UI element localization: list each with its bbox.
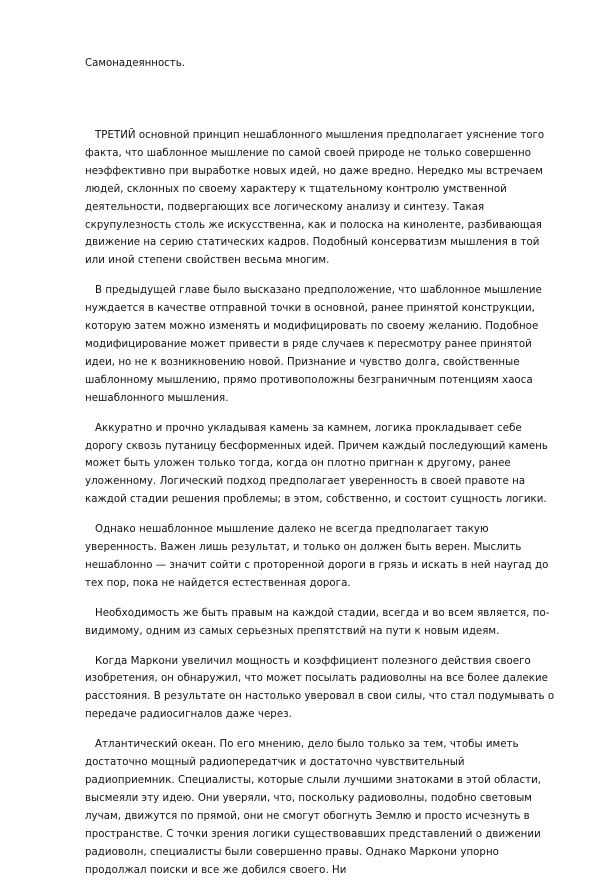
- paragraph: В предыдущей главе было высказано предположение, что шаблонное мышление нуждается в качестве отправной точки в основной, ранее принятой конструкции, которую затем можно изменять и модифицировать по своему желанию. Подобное модифицирование может привести в ряде случаев к пересмотру ранее принятой идеи, но не к возникновению новой. Признание и чувство долга, свойственные шаблонному мышлению, прямо противоположны безграничным потенциям хаоса нешаблонного мышления.: [85, 285, 542, 404]
- paragraph: ТРЕТИЙ основной принцип нешаблонного мышления предполагает уяснение того факта, что шаблонное мышление по самой своей природе не только совершенно неэффективно при выработке новых идей, но даже вредно. Нередко мы встречаем людей, склонных по своему характеру к тщательному контролю умственной деятельности, подвергающих все логическому анализу и синтезу. Такая скрупулезность столь же искусственна, как и полоска на киноленте, разбивающая движение на серию статических кадров. Подобный консерватизм мышления в той или иной степени свойствен весьма многим.: [85, 130, 545, 267]
- paragraph: Необходимость же быть правым на каждой стадии, всегда и во всем является, по-видимому, одним из самых серьезных препятствий на пути к новым идеям.: [85, 607, 550, 637]
- document-body: [85, 127, 555, 891]
- document-title: Самонадеянность.: [85, 58, 185, 69]
- paragraph: Аккуратно и прочно укладывая камень за камнем, логика прокладывает себе дорогу сквозь путаницу бесформенных идей. Причем каждый последующий камень может быть уложен только тогда, когда он плотно пригнан к другому, ранее уложенному. Логический подход предполагает уверенность в своей правоте на каждой стадии решения проблемы; в этом, собственно, и состоит сущность логики.: [85, 422, 548, 506]
- paragraph: Атлантический океан. По его мнению, дело было только за тем, чтобы иметь достаточно мощный радиопередатчик и достаточно чувствительный радиоприемник. Специалисты, которые слыли лучшими знатоками в этой области, высмеяли эту идею. Они уверяли, что, поскольку радиоволны, подобно световым лучам, движутся по прямой, они не смогут обогнуть Землю и просто исчезнуть в пространстве. С точки зрения логики существовавших представлений о движении радиоволн, специалисты были совершенно правы. Однако Маркони упорно продолжал поиски и все же добился своего. Ни: [85, 739, 542, 876]
- paragraph: Однако нешаблонное мышление далеко не всегда предполагает такую уверенность. Важен лишь результат, и только он должен быть верен. Мыслить нешаблонно — значит сойти с проторенной дороги в грязь и искать в ней наугад до тех пор, пока не найдется естественная дорога.: [85, 524, 549, 589]
- paragraph: Когда Маркони увеличил мощность и коэффициент полезного действия своего изобретения, он обнаружил, что может посылать радиоволны на все более далекие расстояния. В результате он настолько уверовал в свои силы, что стал подумывать о передаче радиосигналов даже через.: [85, 655, 555, 721]
